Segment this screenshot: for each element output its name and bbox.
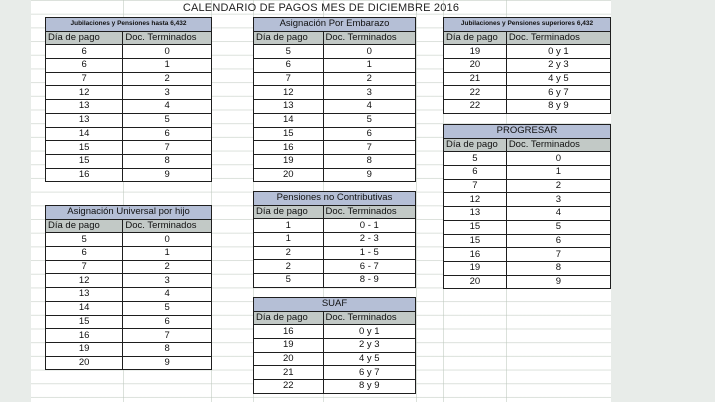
table-title-row	[46, 206, 212, 220]
table-title: Asignación Por Embarazo	[254, 18, 416, 32]
cell-dia-de-pago: 21	[444, 72, 507, 86]
column-header-doc-terminados: Doc. Terminados	[323, 31, 415, 45]
cell-dia-de-pago: 12	[46, 86, 123, 100]
cell-doc-terminados: 9	[123, 356, 212, 370]
table-title: PROGRESAR	[444, 125, 611, 139]
table-title: Jubilaciones y Pensiones superiores 6,432	[444, 18, 611, 32]
table-row	[46, 315, 212, 329]
cell-doc-terminados: 0 - 1	[323, 219, 415, 233]
cell-doc-terminados: 4 y 5	[506, 72, 610, 86]
table-row	[46, 329, 212, 343]
table-row	[254, 59, 416, 73]
table-title: Pensiones no Contributivas	[254, 192, 416, 206]
cell-dia-de-pago: 7	[254, 72, 324, 86]
table-row	[254, 260, 416, 274]
cell-doc-terminados: 4	[323, 100, 415, 114]
cell-dia-de-pago: 2	[254, 246, 324, 260]
column-header-doc-terminados: Doc. Terminados	[506, 31, 610, 45]
cell-dia-de-pago: 16	[46, 168, 123, 182]
cell-dia-de-pago: 14	[46, 301, 123, 315]
table-title-row	[254, 298, 416, 312]
cell-dia-de-pago: 22	[254, 380, 324, 394]
cell-dia-de-pago: 13	[46, 288, 123, 302]
table-row	[254, 246, 416, 260]
cell-dia-de-pago: 5	[46, 233, 123, 247]
cell-doc-terminados: 8 y 9	[506, 100, 610, 114]
cell-dia-de-pago: 20	[254, 168, 324, 182]
cell-dia-de-pago: 19	[254, 339, 324, 353]
cell-dia-de-pago: 20	[254, 352, 324, 366]
cell-doc-terminados: 5	[506, 220, 610, 234]
cell-dia-de-pago: 12	[254, 86, 324, 100]
cell-doc-terminados: 6	[323, 127, 415, 141]
table-row	[444, 234, 611, 248]
cell-dia-de-pago: 6	[46, 59, 123, 73]
cell-dia-de-pago: 7	[444, 179, 507, 193]
table-row	[254, 219, 416, 233]
cell-doc-terminados: 4	[506, 207, 610, 221]
cell-doc-terminados: 7	[506, 248, 610, 262]
cell-doc-terminados: 5	[123, 301, 212, 315]
cell-dia-de-pago: 1	[254, 233, 324, 247]
cell-doc-terminados: 9	[323, 168, 415, 182]
table-row	[46, 247, 212, 261]
cell-doc-terminados: 6	[506, 234, 610, 248]
cell-dia-de-pago: 6	[254, 59, 324, 73]
cell-doc-terminados: 1	[506, 166, 610, 180]
table-row	[444, 179, 611, 193]
cell-dia-de-pago: 19	[46, 342, 123, 356]
cell-doc-terminados: 1	[123, 247, 212, 261]
cell-dia-de-pago: 21	[254, 366, 324, 380]
cell-doc-terminados: 8	[123, 154, 212, 168]
table-title: Asignación Universal por hijo	[46, 206, 212, 220]
table-asignacion-embarazo	[253, 17, 416, 182]
table-row	[46, 288, 212, 302]
cell-doc-terminados: 2 y 3	[506, 59, 610, 73]
table-row	[46, 260, 212, 274]
table-row	[444, 100, 611, 114]
table-title: Jubilaciones y Pensiones hasta 6,432	[46, 18, 212, 32]
cell-doc-terminados: 0	[123, 45, 212, 59]
table-title-row	[254, 18, 416, 32]
table-row	[46, 154, 212, 168]
table-row	[444, 220, 611, 234]
table-row	[46, 168, 212, 182]
table-row	[254, 325, 416, 339]
cell-dia-de-pago: 2	[254, 260, 324, 274]
table-row	[254, 100, 416, 114]
table-row	[46, 86, 212, 100]
table-row	[254, 141, 416, 155]
table-row	[444, 261, 611, 275]
column-header-row	[444, 31, 611, 45]
cell-dia-de-pago: 12	[46, 274, 123, 288]
column-header-dia-de-pago: Día de pago	[46, 31, 123, 45]
cell-doc-terminados: 3	[323, 86, 415, 100]
cell-doc-terminados: 9	[123, 168, 212, 182]
table-title-row	[444, 125, 611, 139]
cell-dia-de-pago: 5	[254, 45, 324, 59]
table-row	[254, 339, 416, 353]
cell-dia-de-pago: 12	[444, 193, 507, 207]
table-title: SUAF	[254, 298, 416, 312]
cell-doc-terminados: 3	[123, 86, 212, 100]
table-row	[46, 233, 212, 247]
page-title: CALENDARIO DE PAGOS MES DE DICIEMBRE 2016	[182, 2, 460, 14]
column-header-doc-terminados: Doc. Terminados	[323, 205, 415, 219]
table-row	[254, 366, 416, 380]
cell-dia-de-pago: 16	[254, 141, 324, 155]
cell-doc-terminados: 2 y 3	[323, 339, 415, 353]
cell-doc-terminados: 7	[123, 329, 212, 343]
cell-dia-de-pago: 13	[254, 100, 324, 114]
table-asignacion-universal	[45, 205, 212, 370]
column-header-row	[254, 205, 416, 219]
cell-doc-terminados: 0	[506, 152, 610, 166]
table-row	[254, 274, 416, 288]
cell-dia-de-pago: 19	[444, 261, 507, 275]
table-row	[444, 152, 611, 166]
cell-doc-terminados: 8	[506, 261, 610, 275]
table-pensiones-no-contributivas	[253, 191, 416, 288]
cell-dia-de-pago: 16	[46, 329, 123, 343]
cell-dia-de-pago: 15	[254, 127, 324, 141]
table-row	[46, 301, 212, 315]
cell-dia-de-pago: 7	[46, 260, 123, 274]
cell-dia-de-pago: 22	[444, 86, 507, 100]
cell-doc-terminados: 2	[123, 260, 212, 274]
column-header-dia-de-pago: Día de pago	[254, 31, 324, 45]
column-header-dia-de-pago: Día de pago	[444, 31, 507, 45]
cell-doc-terminados: 1	[123, 59, 212, 73]
table-row	[254, 127, 416, 141]
column-header-dia-de-pago: Día de pago	[46, 219, 123, 233]
cell-dia-de-pago: 5	[254, 274, 324, 288]
table-row	[444, 275, 611, 289]
table-row	[444, 72, 611, 86]
column-header-dia-de-pago: Día de pago	[444, 138, 507, 152]
column-header-row	[444, 138, 611, 152]
cell-dia-de-pago: 6	[46, 247, 123, 261]
cell-doc-terminados: 2	[123, 72, 212, 86]
cell-doc-terminados: 0	[123, 233, 212, 247]
column-header-dia-de-pago: Día de pago	[254, 311, 324, 325]
cell-doc-terminados: 6	[123, 127, 212, 141]
cell-dia-de-pago: 16	[444, 248, 507, 262]
table-row	[254, 168, 416, 182]
cell-dia-de-pago: 15	[444, 220, 507, 234]
cell-doc-terminados: 8 - 9	[323, 274, 415, 288]
cell-dia-de-pago: 19	[254, 154, 324, 168]
cell-doc-terminados: 6 y 7	[323, 366, 415, 380]
cell-dia-de-pago: 16	[254, 325, 324, 339]
table-row	[444, 248, 611, 262]
table-row	[254, 380, 416, 394]
cell-doc-terminados: 3	[123, 274, 212, 288]
table-row	[46, 141, 212, 155]
cell-dia-de-pago: 20	[46, 356, 123, 370]
table-row	[46, 274, 212, 288]
cell-doc-terminados: 7	[123, 141, 212, 155]
table-row	[46, 356, 212, 370]
cell-doc-terminados: 6	[123, 315, 212, 329]
cell-doc-terminados: 9	[506, 275, 610, 289]
table-progresar	[443, 124, 611, 289]
cell-dia-de-pago: 15	[46, 141, 123, 155]
cell-doc-terminados: 2	[323, 72, 415, 86]
table-row	[444, 45, 611, 59]
cell-doc-terminados: 8 y 9	[323, 380, 415, 394]
table-title-row	[444, 18, 611, 32]
cell-dia-de-pago: 14	[46, 127, 123, 141]
cell-dia-de-pago: 13	[444, 207, 507, 221]
table-title-row	[46, 18, 212, 32]
cell-doc-terminados: 8	[123, 342, 212, 356]
cell-dia-de-pago: 13	[46, 113, 123, 127]
cell-dia-de-pago: 13	[46, 100, 123, 114]
cell-dia-de-pago: 20	[444, 59, 507, 73]
cell-dia-de-pago: 15	[444, 234, 507, 248]
column-header-row	[254, 31, 416, 45]
table-title-row	[254, 192, 416, 206]
cell-dia-de-pago: 5	[444, 152, 507, 166]
cell-dia-de-pago: 6	[46, 45, 123, 59]
spreadsheet	[31, 0, 611, 402]
table-row	[254, 352, 416, 366]
cell-dia-de-pago: 6	[444, 166, 507, 180]
table-row	[254, 154, 416, 168]
cell-dia-de-pago: 19	[444, 45, 507, 59]
cell-doc-terminados: 8	[323, 154, 415, 168]
column-header-dia-de-pago: Día de pago	[254, 205, 324, 219]
cell-doc-terminados: 1 - 5	[323, 246, 415, 260]
table-row	[254, 72, 416, 86]
cell-dia-de-pago: 15	[46, 315, 123, 329]
table-row	[46, 45, 212, 59]
cell-doc-terminados: 4 y 5	[323, 352, 415, 366]
cell-dia-de-pago: 15	[46, 154, 123, 168]
cell-doc-terminados: 1	[323, 59, 415, 73]
table-row	[46, 113, 212, 127]
cell-doc-terminados: 3	[506, 193, 610, 207]
cell-doc-terminados: 5	[323, 113, 415, 127]
column-header-row	[46, 219, 212, 233]
cell-doc-terminados: 5	[123, 113, 212, 127]
cell-doc-terminados: 2 - 3	[323, 233, 415, 247]
cell-doc-terminados: 2	[506, 179, 610, 193]
cell-doc-terminados: 7	[323, 141, 415, 155]
table-row	[254, 113, 416, 127]
table-row	[46, 127, 212, 141]
table-row	[46, 342, 212, 356]
column-header-row	[254, 311, 416, 325]
table-row	[444, 207, 611, 221]
column-header-doc-terminados: Doc. Terminados	[123, 31, 212, 45]
cell-dia-de-pago: 1	[254, 219, 324, 233]
table-row	[444, 193, 611, 207]
table-row	[254, 233, 416, 247]
cell-doc-terminados: 4	[123, 100, 212, 114]
table-row	[254, 45, 416, 59]
table-row	[444, 166, 611, 180]
table-row	[254, 86, 416, 100]
table-row	[46, 72, 212, 86]
table-row	[46, 59, 212, 73]
column-header-doc-terminados: Doc. Terminados	[506, 138, 610, 152]
column-header-doc-terminados: Doc. Terminados	[123, 219, 212, 233]
table-row	[444, 86, 611, 100]
cell-doc-terminados: 4	[123, 288, 212, 302]
table-jubilaciones-hasta	[45, 17, 212, 182]
cell-doc-terminados: 0 y 1	[506, 45, 610, 59]
table-row	[46, 100, 212, 114]
column-header-doc-terminados: Doc. Terminados	[323, 311, 415, 325]
table-jubilaciones-superiores	[443, 17, 611, 114]
cell-dia-de-pago: 20	[444, 275, 507, 289]
cell-doc-terminados: 0 y 1	[323, 325, 415, 339]
cell-dia-de-pago: 22	[444, 100, 507, 114]
table-suaf	[253, 297, 416, 394]
cell-doc-terminados: 6 - 7	[323, 260, 415, 274]
cell-doc-terminados: 0	[323, 45, 415, 59]
column-header-row	[46, 31, 212, 45]
cell-dia-de-pago: 7	[46, 72, 123, 86]
cell-dia-de-pago: 14	[254, 113, 324, 127]
cell-doc-terminados: 6 y 7	[506, 86, 610, 100]
table-row	[444, 59, 611, 73]
